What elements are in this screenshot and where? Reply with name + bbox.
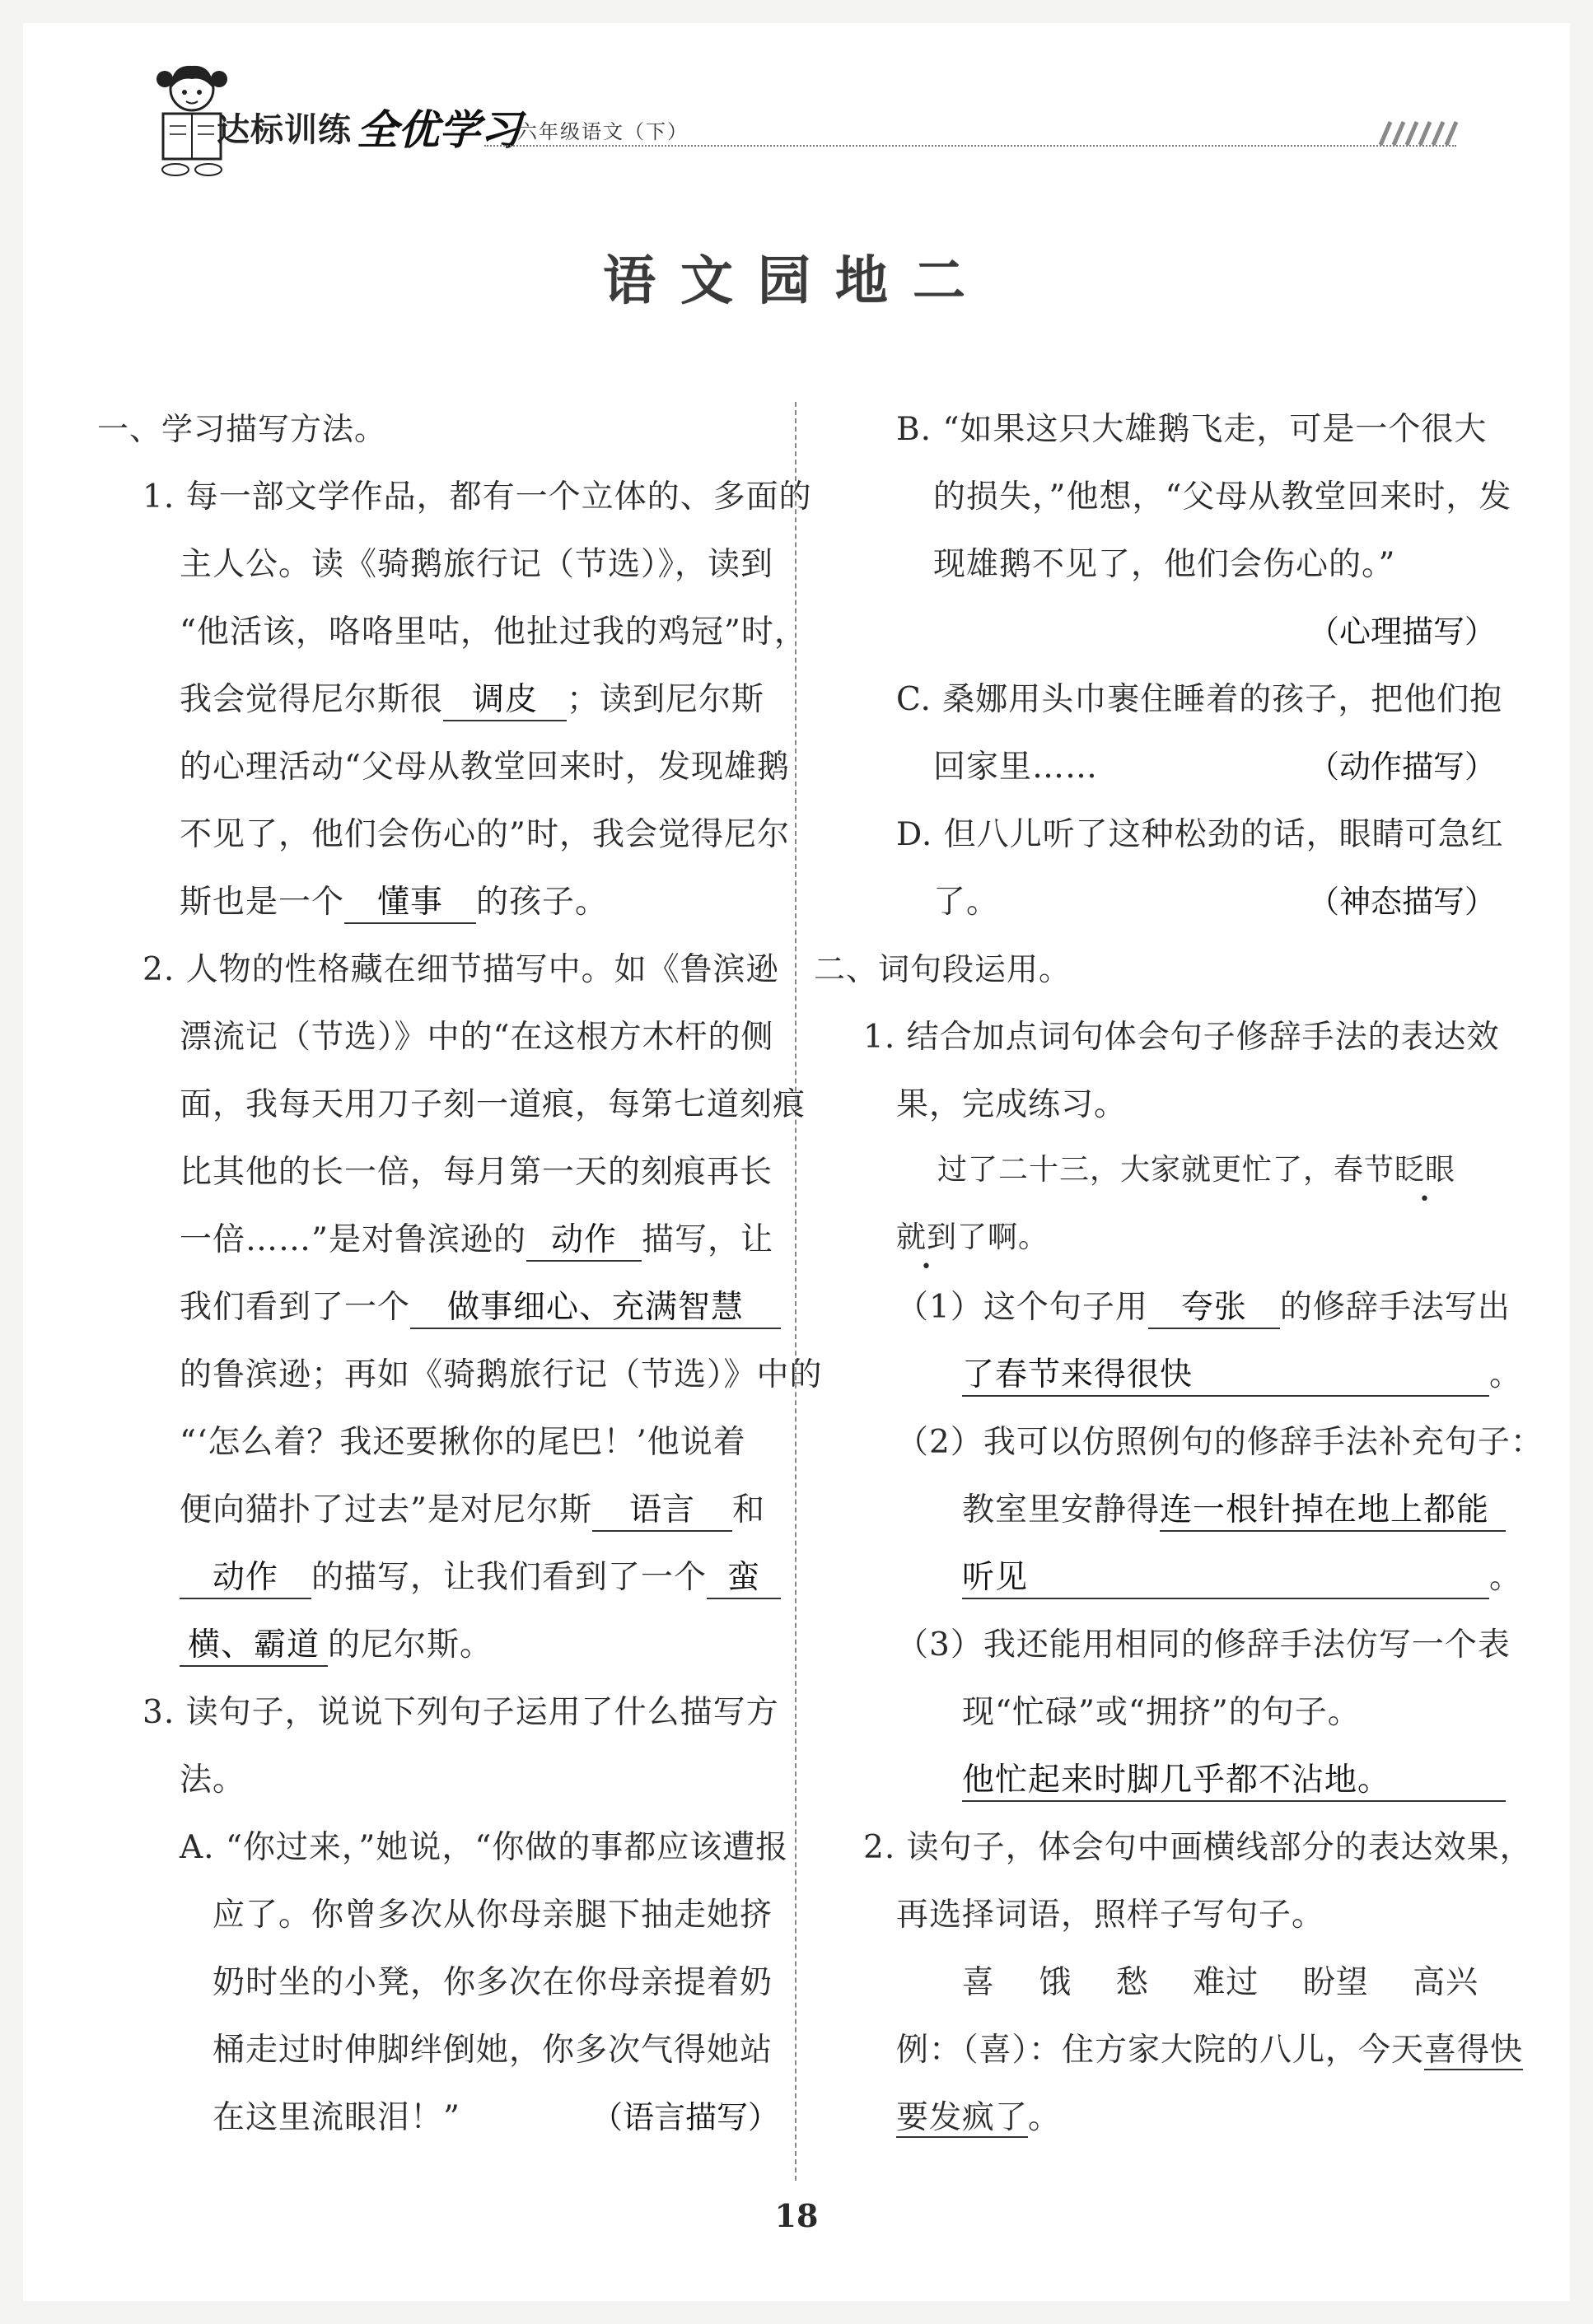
q2-line: 漂流记（节选）》中的“在这根方木杆的侧 — [180, 1019, 774, 1056]
text: 的孩子。 — [476, 884, 609, 921]
q1-line: 不见了，他们会伤心的”时，我会觉得尼尔 — [180, 816, 790, 853]
section-2-heading: 二、词句段运用。 — [814, 951, 1072, 987]
r-q1-line: 1. 结合加点词句体会句子修辞手法的表达效 — [863, 1019, 1500, 1056]
text: 的描写，让我们看到了一个 — [311, 1559, 708, 1596]
text: 。 — [1489, 1559, 1523, 1596]
word-choices — [962, 1957, 1479, 2003]
r-q1-line: 果，完成练习。 — [896, 1086, 1128, 1123]
q3-option-b: 现雄鹅不见了，他们会伤心的。” — [933, 546, 1396, 583]
dotted-word: 眨眼 — [1394, 1153, 1456, 1187]
text: （1）这个句子用 — [896, 1289, 1148, 1326]
text: 我们看到了一个 — [180, 1289, 411, 1326]
stripes-decoration-icon — [1374, 120, 1465, 147]
text: 便向猫扑了过去”是对尼尔斯 — [180, 1491, 592, 1528]
r-q1-line — [962, 1754, 1506, 1802]
answer-tag[interactable]: （神态描写） — [1308, 884, 1497, 920]
text: 教室里安静得 — [962, 1491, 1161, 1528]
q3-option-a: 在这里流眼泪！” — [213, 2099, 460, 2136]
text: 的尼尔斯。 — [328, 1626, 493, 1664]
answer-blank[interactable]: 了春节来得很快 — [962, 1349, 1489, 1397]
word-choice[interactable]: 喜 — [962, 1964, 996, 2001]
page-header — [23, 23, 1570, 188]
brand-logo: 全优学习 — [357, 105, 521, 154]
answer-blank[interactable]: 他忙起来时脚几乎都不沾地。 — [962, 1754, 1506, 1802]
word-choice[interactable]: 盼望 — [1302, 1964, 1369, 2001]
q1-line: 主人公。读《骑鹅旅行记（节选）》，读到 — [180, 546, 774, 583]
r-q1-line: （2）我可以仿照例句的修辞手法补充句子： — [896, 1424, 1544, 1461]
answer-blank[interactable]: 夸张 — [1148, 1281, 1280, 1329]
underlined-phrase: 喜得快 — [1424, 2032, 1524, 2069]
q3-option-c: C. 桑娜用头巾裹住睡着的孩子，把他们抱 — [896, 681, 1503, 718]
r-q1-line — [962, 1484, 1506, 1532]
dotted-word: 就到 — [896, 1220, 958, 1254]
text: 的修辞手法写出 — [1279, 1289, 1511, 1326]
q3-line: 3. 读句子，说说下列句子运用了什么描写方 — [142, 1694, 779, 1731]
text: 过了二十三，大家就更忙了，春节 — [937, 1153, 1395, 1187]
q2-line: 比其他的长一倍，每月第一天的刻痕再长 — [180, 1154, 773, 1191]
answer-blank[interactable]: 动作 — [180, 1552, 311, 1599]
text: 我会觉得尼尔斯很 — [180, 681, 444, 718]
q1-line — [180, 674, 764, 721]
q2-line: 面，我每天用刀子刻一道痕，每第七道刻痕 — [180, 1086, 806, 1123]
r-q1-line: 现“忙碌”或“拥挤”的句子。 — [962, 1694, 1361, 1731]
text: 和 — [731, 1491, 765, 1528]
r-q1-line — [962, 1349, 1522, 1397]
q2-line: 的鲁滨逊；再如《骑鹅旅行记（节选）》中的 — [180, 1356, 823, 1393]
header-rule — [484, 145, 1456, 147]
answer-blank[interactable]: 听见 — [962, 1552, 1489, 1599]
q3-option-b: B. “如果这只大雄鹅飞走，可是一个很大 — [896, 411, 1488, 448]
answer-blank[interactable]: 横、霸道 — [180, 1619, 328, 1667]
brand-text: 达标训练 — [217, 111, 352, 149]
q3-option-a: A. “你过来，”她说，“你做的事都应该遭报 — [180, 1829, 789, 1866]
example-sentence — [937, 1146, 1455, 1188]
answer-blank[interactable]: 做事细心、充满智慧 — [410, 1281, 781, 1329]
answer-blank[interactable]: 语言 — [592, 1484, 732, 1532]
answer-tag[interactable]: （心理描写） — [1308, 614, 1497, 650]
q2-line: “‘怎么着？我还要揪你的尾巴！’他说着 — [180, 1424, 746, 1461]
q3-option-a: 应了。你曾多次从你母亲腿下抽走她挤 — [213, 1897, 773, 1934]
answer-blank[interactable]: 蛮 — [707, 1552, 781, 1599]
grade-label: 六年级语文（下） — [517, 120, 689, 143]
answer-blank[interactable]: 懂事 — [344, 876, 476, 924]
text: 斯也是一个 — [180, 884, 345, 921]
answer-blank[interactable]: 调皮 — [443, 674, 567, 721]
worksheet-page — [23, 23, 1570, 2301]
text: 一倍……”是对鲁滨逊的 — [180, 1221, 526, 1258]
answer-tag[interactable]: （动作描写） — [1308, 749, 1497, 785]
underlined-phrase: 要发疯了 — [896, 2099, 1029, 2136]
r-q2-line: 2. 读句子，体会句中画横线部分的表达效果， — [863, 1829, 1533, 1866]
q2-line — [180, 1484, 765, 1532]
r-q1-line — [962, 1552, 1522, 1599]
q3-option-a: 桶走过时伸脚绊倒她，你多次气得她站 — [213, 2032, 773, 2069]
r-q2-example — [896, 2024, 1523, 2070]
q2-line — [180, 1214, 773, 1262]
q2-line — [180, 1619, 493, 1667]
q1-line: “他活该，咯咯里咕，他扯过我的鸡冠”时， — [180, 614, 807, 651]
q2-line: 2. 人物的性格藏在细节描写中。如《鲁滨逊 — [142, 951, 779, 988]
text: 。 — [1489, 1356, 1523, 1393]
q3-option-d: 了。 — [933, 884, 1000, 921]
q2-line — [180, 1552, 781, 1599]
answer-blank[interactable]: 动作 — [526, 1214, 642, 1262]
q3-option-d: D. 但八儿听了这种松劲的话，眼睛可急红 — [896, 816, 1504, 853]
text: 描写，让 — [641, 1221, 773, 1258]
example-sentence — [896, 1214, 1049, 1256]
r-q1-line — [896, 1281, 1511, 1329]
section-1-heading: 一、学习描写方法。 — [97, 411, 387, 447]
page-number: 18 — [774, 2197, 819, 2234]
r-q2-example — [896, 2092, 1061, 2138]
text: 了啊。 — [957, 1220, 1049, 1254]
word-choice[interactable]: 愁 — [1115, 1964, 1149, 2001]
text: 例：（喜）：住方家大院的八儿，今天 — [896, 2032, 1425, 2069]
word-choice[interactable]: 高兴 — [1413, 1964, 1479, 2001]
q3-line: 法。 — [180, 1762, 246, 1799]
text: ；读到尼尔斯 — [567, 681, 765, 718]
column-divider — [795, 402, 796, 2181]
q2-line — [180, 1281, 781, 1329]
word-choice[interactable]: 饿 — [1039, 1964, 1072, 2001]
q3-option-a: 奶时坐的小凳，你多次在你母亲提着奶 — [213, 1964, 773, 2001]
q3-option-c: 回家里…… — [933, 749, 1099, 786]
word-choice[interactable]: 难过 — [1193, 1964, 1259, 2001]
page-title: 语文园地二 — [603, 251, 990, 312]
text: 。 — [1028, 2099, 1062, 2136]
r-q1-line: （3）我还能用相同的修辞手法仿写一个表 — [896, 1626, 1511, 1664]
q1-line: 的心理活动“父母从教堂回来时，发现雄鹅 — [180, 749, 790, 786]
q1-line — [180, 876, 608, 924]
answer-blank[interactable]: 连一根针掉在地上都能 — [1160, 1484, 1506, 1532]
r-q2-line: 再选择词语，照样子写句子。 — [896, 1897, 1325, 1934]
answer-tag[interactable]: （语言描写） — [591, 2099, 780, 2135]
q3-option-b: 的损失，”他想，“父母从教堂回来时，发 — [933, 478, 1512, 516]
q1-line: 1. 每一部文学作品，都有一个立体的、多面的 — [142, 478, 812, 516]
